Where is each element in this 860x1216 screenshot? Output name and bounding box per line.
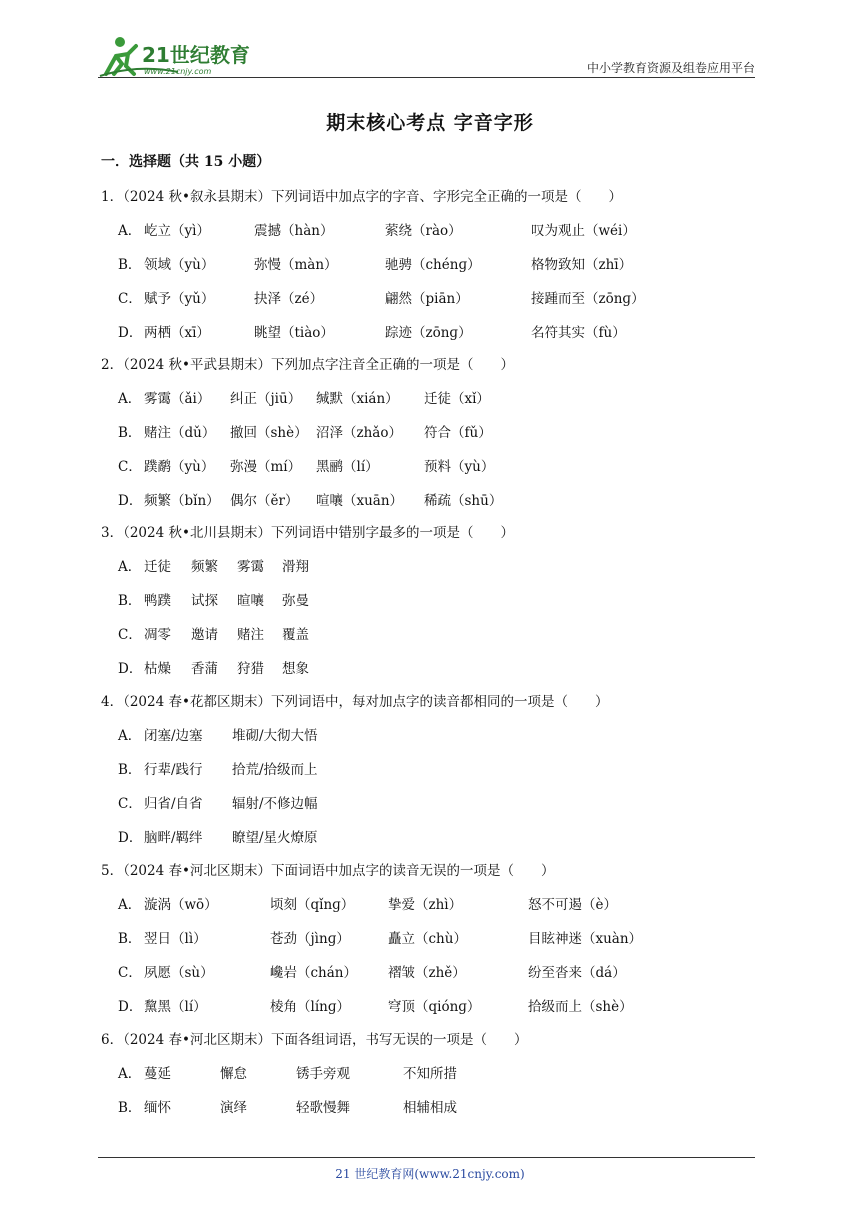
option-item: 迁徒 bbox=[144, 559, 171, 575]
option-item: 枯燥 bbox=[144, 661, 171, 677]
option-item: 两栖（xī） bbox=[144, 325, 210, 341]
header-divider bbox=[98, 77, 755, 78]
option-item: 翌日（lì） bbox=[144, 931, 207, 947]
option-item: 赌注（dǔ） bbox=[144, 425, 216, 441]
option-label: A． bbox=[118, 559, 142, 575]
option-item: 名符其实（fù） bbox=[531, 325, 626, 341]
option-item: 闭塞/边塞 bbox=[144, 728, 203, 744]
option-item: 踪迹（zōnɡ） bbox=[385, 325, 472, 341]
option-item: 雾霭（ǎi） bbox=[144, 391, 211, 407]
option-item: 鸭蹼 bbox=[144, 593, 171, 609]
option-item: 行辈/践行 bbox=[144, 762, 203, 778]
option-label: C． bbox=[118, 627, 142, 643]
option-item: 瞭望/星火燎原 bbox=[232, 830, 318, 846]
option-item: 缅怀 bbox=[144, 1100, 171, 1116]
option-item: 目眩神迷（xuàn） bbox=[528, 931, 643, 947]
option-item: 弥漫（mí） bbox=[230, 459, 302, 475]
option-item: 拾荒/拾级而上 bbox=[232, 762, 318, 778]
option-label: D． bbox=[118, 830, 143, 846]
section-heading: 一．选择题（共 15 小题） bbox=[101, 154, 271, 170]
option-label: A． bbox=[118, 1066, 142, 1082]
option-item: 赌注 bbox=[237, 627, 264, 643]
option-item: 拾级而上（shè） bbox=[528, 999, 633, 1015]
platform-name: 中小学教育资源及组卷应用平台 bbox=[586, 61, 755, 75]
option-item: 迁徒（xǐ） bbox=[424, 391, 490, 407]
option-label: C． bbox=[118, 459, 142, 475]
option-item: 雾霭 bbox=[237, 559, 264, 575]
option-label: D． bbox=[118, 325, 143, 341]
page-header bbox=[98, 30, 755, 78]
option-item: 赋予（yǔ） bbox=[144, 291, 215, 307]
option-label: C． bbox=[118, 796, 142, 812]
option-item: 格物致知（zhī） bbox=[531, 257, 633, 273]
option-item: 脑畔/羁绊 bbox=[144, 830, 203, 846]
option-item: 沼泽（zhǎo） bbox=[316, 425, 402, 441]
option-label: B． bbox=[118, 257, 142, 273]
question-stem: 6．（2024 春•河北区期末）下面各组词语，书写无误的一项是（ ） bbox=[101, 1032, 528, 1048]
option-item: 夙愿（sù） bbox=[144, 965, 214, 981]
option-item: 懈怠 bbox=[220, 1066, 247, 1082]
option-item: 巉岩（chán） bbox=[270, 965, 357, 981]
option-item: 棱角（línɡ） bbox=[270, 999, 350, 1015]
question-stem: 2．（2024 秋•平武县期末）下列加点字注音全正确的一项是（ ） bbox=[101, 357, 514, 373]
option-item: 狩猎 bbox=[237, 661, 264, 677]
option-item: 黧黑（lí） bbox=[144, 999, 207, 1015]
option-item: 锈手旁观 bbox=[296, 1066, 350, 1082]
option-item: 偶尔（ěr） bbox=[230, 493, 299, 509]
option-item: 萦绕（rào） bbox=[385, 223, 462, 239]
option-item: 喧嚷（xuān） bbox=[316, 493, 404, 509]
option-item: 弥慢（màn） bbox=[254, 257, 338, 273]
option-label: C． bbox=[118, 965, 142, 981]
option-item: 想象 bbox=[282, 661, 309, 677]
option-item: 怒不可遏（è） bbox=[528, 897, 617, 913]
page-title: 期末核心考点 字音字形 bbox=[326, 112, 534, 134]
option-item: 矗立（chù） bbox=[388, 931, 467, 947]
option-item: 稀疏（shū） bbox=[424, 493, 503, 509]
option-item: 不知所措 bbox=[403, 1066, 457, 1082]
option-item: 符合（fǔ） bbox=[424, 425, 492, 441]
option-label: C． bbox=[118, 291, 142, 307]
option-item: 纷至沓来（dá） bbox=[528, 965, 626, 981]
option-label: B． bbox=[118, 425, 142, 441]
option-item: 接踵而至（zōnɡ） bbox=[531, 291, 645, 307]
option-item: 滑翔 bbox=[282, 559, 309, 575]
option-item: 缄默（xián） bbox=[316, 391, 399, 407]
option-item: 频繁（bǐn） bbox=[144, 493, 220, 509]
option-item: 蔓延 bbox=[144, 1066, 171, 1082]
option-label: D． bbox=[118, 493, 143, 509]
option-label: B． bbox=[118, 762, 142, 778]
option-item: 轻歌慢舞 bbox=[296, 1100, 350, 1116]
option-item: 蹼鹬（yù） bbox=[144, 459, 215, 475]
logo-text: 21世纪教育 bbox=[142, 43, 250, 67]
option-item: 归省/自省 bbox=[144, 796, 203, 812]
option-item: 覆盖 bbox=[282, 627, 309, 643]
option-item: 预料（yù） bbox=[424, 459, 495, 475]
option-label: B． bbox=[118, 593, 142, 609]
option-item: 顷刻（qǐnɡ） bbox=[270, 897, 355, 913]
option-item: 撤回（shè） bbox=[230, 425, 308, 441]
option-item: 香蒲 bbox=[191, 661, 218, 677]
option-label: A． bbox=[118, 728, 142, 744]
footer-divider bbox=[98, 1157, 755, 1158]
option-item: 邀请 bbox=[191, 627, 218, 643]
option-label: D． bbox=[118, 999, 143, 1015]
question-stem: 1．（2024 秋•叙永县期末）下列词语中加点字的字音、字形完全正确的一项是（ ） bbox=[101, 189, 622, 205]
option-item: 眺望（tiào） bbox=[254, 325, 334, 341]
option-item: 震撼（hàn） bbox=[254, 223, 334, 239]
question-stem: 3．（2024 秋•北川县期末）下列词语中错别字最多的一项是（ ） bbox=[101, 525, 514, 541]
option-item: 领域（yù） bbox=[144, 257, 215, 273]
option-item: 辐射/不修边幅 bbox=[232, 796, 318, 812]
option-item: 暄嚷 bbox=[237, 593, 264, 609]
option-item: 屹立（yì） bbox=[144, 223, 210, 239]
option-item: 挚爱（zhì） bbox=[388, 897, 463, 913]
footer-text: 21 世纪教育网(www.21cnjy.com) bbox=[335, 1167, 525, 1181]
option-item: 苍劲（jìnɡ） bbox=[270, 931, 350, 947]
option-item: 堆砌/大彻大悟 bbox=[232, 728, 318, 744]
option-item: 褶皱（zhě） bbox=[388, 965, 466, 981]
option-item: 纠正（jiū） bbox=[230, 391, 302, 407]
option-label: A． bbox=[118, 223, 142, 239]
option-item: 演绎 bbox=[220, 1100, 247, 1116]
option-item: 漩涡（wō） bbox=[144, 897, 218, 913]
option-item: 频繁 bbox=[191, 559, 218, 575]
option-item: 凋零 bbox=[144, 627, 171, 643]
question-stem: 4．（2024 春•花都区期末）下列词语中，每对加点字的读音都相同的一项是（ ） bbox=[101, 694, 609, 710]
logo-url: www.21cnjy.com bbox=[144, 67, 212, 76]
logo bbox=[98, 34, 268, 78]
option-label: A． bbox=[118, 897, 142, 913]
option-item: 弥曼 bbox=[282, 593, 309, 609]
option-item: 翩然（piān） bbox=[385, 291, 469, 307]
option-item: 黑鹂（lí） bbox=[316, 459, 379, 475]
option-label: A． bbox=[118, 391, 142, 407]
question-stem: 5．（2024 春•河北区期末）下面词语中加点字的读音无误的一项是（ ） bbox=[101, 863, 555, 879]
option-label: D． bbox=[118, 661, 143, 677]
option-item: 叹为观止（wéi） bbox=[531, 223, 636, 239]
option-label: B． bbox=[118, 1100, 142, 1116]
option-item: 相辅相成 bbox=[403, 1100, 457, 1116]
option-item: 抉泽（zé） bbox=[254, 291, 324, 307]
option-item: 穹顶（qiónɡ） bbox=[388, 999, 481, 1015]
option-label: B． bbox=[118, 931, 142, 947]
option-item: 驰骋（chénɡ） bbox=[385, 257, 481, 273]
option-item: 试探 bbox=[191, 593, 218, 609]
